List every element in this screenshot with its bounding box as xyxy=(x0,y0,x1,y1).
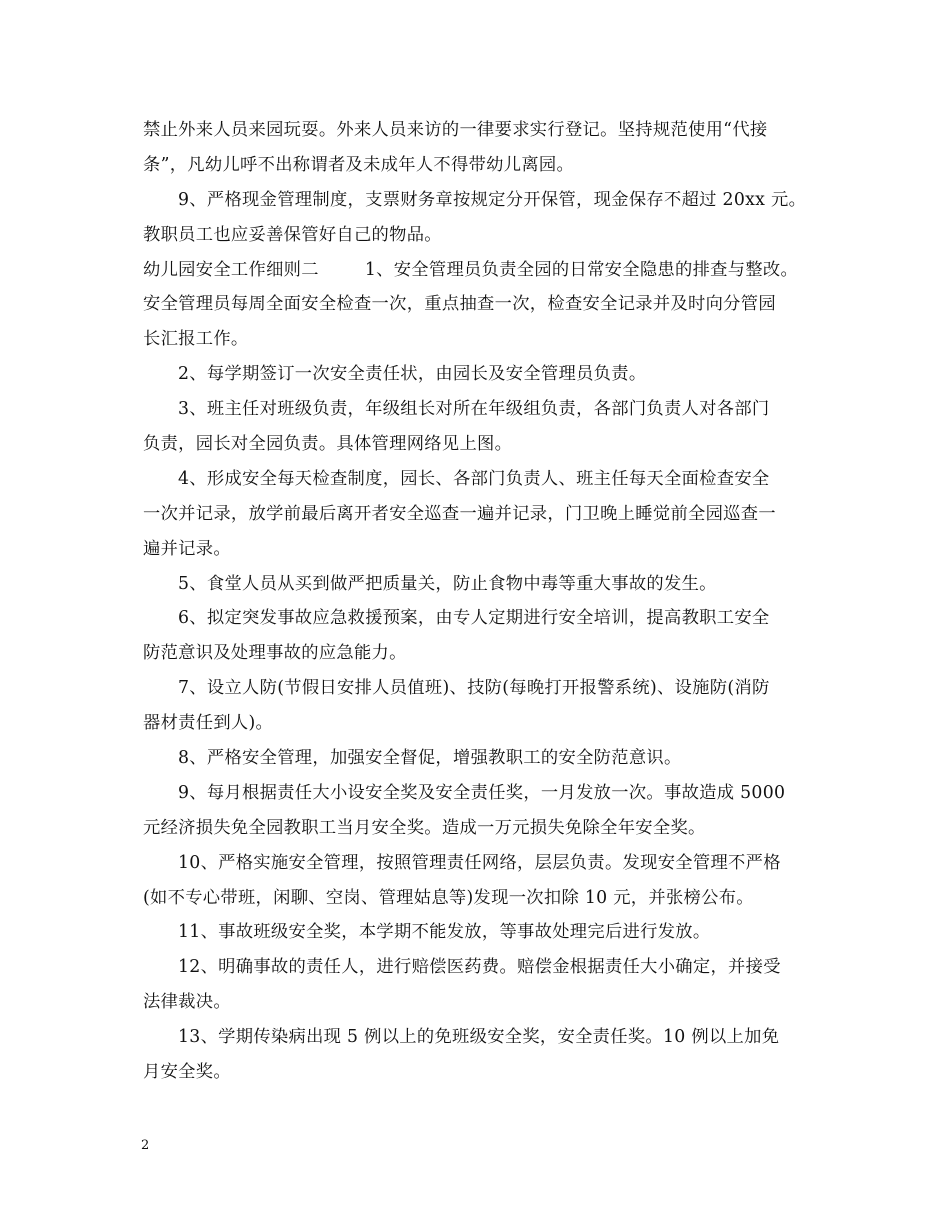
text-line: 长汇报工作。 xyxy=(143,329,249,350)
text-line: 条”，凡幼儿呼不出称谓者及未成年人不得带幼儿离园。 xyxy=(143,154,575,175)
text-line: 11、事故班级安全奖，本学期不能发放，等事故处理完后进行发放。 xyxy=(178,922,711,943)
document-body xyxy=(143,113,823,1090)
page-number: 2 xyxy=(141,1138,150,1153)
text-line: 9、每月根据责任大小设安全奖及安全责任奖，一月发放一次。事故造成 5000 xyxy=(178,782,786,803)
text-line: 一次并记录，放学前最后离开者安全巡查一遍并记录，门卫晚上睡觉前全园巡查一 xyxy=(143,503,776,524)
text-line: 防范意识及处理事故的应急能力。 xyxy=(143,643,407,664)
text-line: 安全管理员每周全面安全检查一次，重点抽查一次，检查安全记录并及时向分管园 xyxy=(143,294,776,315)
text-line: 10、严格实施安全管理，按照管理责任网络，层层负责。发现安全管理不严格 xyxy=(178,852,781,873)
text-line: 负责，园长对全园负责。具体管理网络见上图。 xyxy=(143,434,513,455)
text-line: 9、严格现金管理制度，支票财务章按规定分开保管，现金保存不超过 20xx 元。 xyxy=(178,189,807,210)
text-line xyxy=(143,253,823,288)
text-line: 6、拟定突发事故应急救援预案，由专人定期进行安全培训，提高教职工安全 xyxy=(178,608,770,629)
text-line: 3、班主任对班级负责，年级组长对所在年级组负责，各部门负责人对各部门 xyxy=(178,399,770,420)
text-line: 法律裁决。 xyxy=(143,992,231,1013)
text-line: 8、严格安全管理，加强安全督促，增强教职工的安全防范意识。 xyxy=(178,748,682,769)
text-span: 1、安全管理员负责全园的日常安全隐患的排查与整改。 xyxy=(364,259,799,280)
text-line: 教职员工也应妥善保管好自己的物品。 xyxy=(143,224,442,245)
text-line: 月安全奖。 xyxy=(143,1062,231,1083)
text-line: 7、设立人防(节假日安排人员值班)、技防(每晚打开报警系统)、设施防(消防 xyxy=(178,678,770,699)
text-line: 13、学期传染病出现 5 例以上的免班级安全奖，安全责任奖。10 例以上加免 xyxy=(178,1027,780,1048)
text-line: 2、每学期签订一次安全责任状，由园长及安全管理员负责。 xyxy=(178,364,647,385)
text-line: 12、明确事故的责任人，进行赔偿医药费。赔偿金根据责任大小确定，并接受 xyxy=(178,957,781,978)
text-line: 5、食堂人员从买到做严把质量关，防止食物中毒等重大事故的发生。 xyxy=(178,573,717,594)
text-line: 器材责任到人)。 xyxy=(143,713,274,734)
text-line: 禁止外来人员来园玩耍。外来人员来访的一律要求实行登记。坚持规范使用“代接 xyxy=(143,120,768,140)
text-line: 4、形成安全每天检查制度，园长、各部门负责人、班主任每天全面检查安全 xyxy=(178,468,770,489)
text-line: (如不专心带班，闲聊、空岗、管理姑息等)发现一次扣除 10 元，并张榜公布。 xyxy=(143,887,754,908)
section-heading: 幼儿园安全工作细则二 xyxy=(143,259,319,280)
text-line: 元经济损失免全园教职工当月安全奖。造成一万元损失免除全年安全奖。 xyxy=(143,817,706,838)
text-line: 遍并记录。 xyxy=(143,538,231,559)
